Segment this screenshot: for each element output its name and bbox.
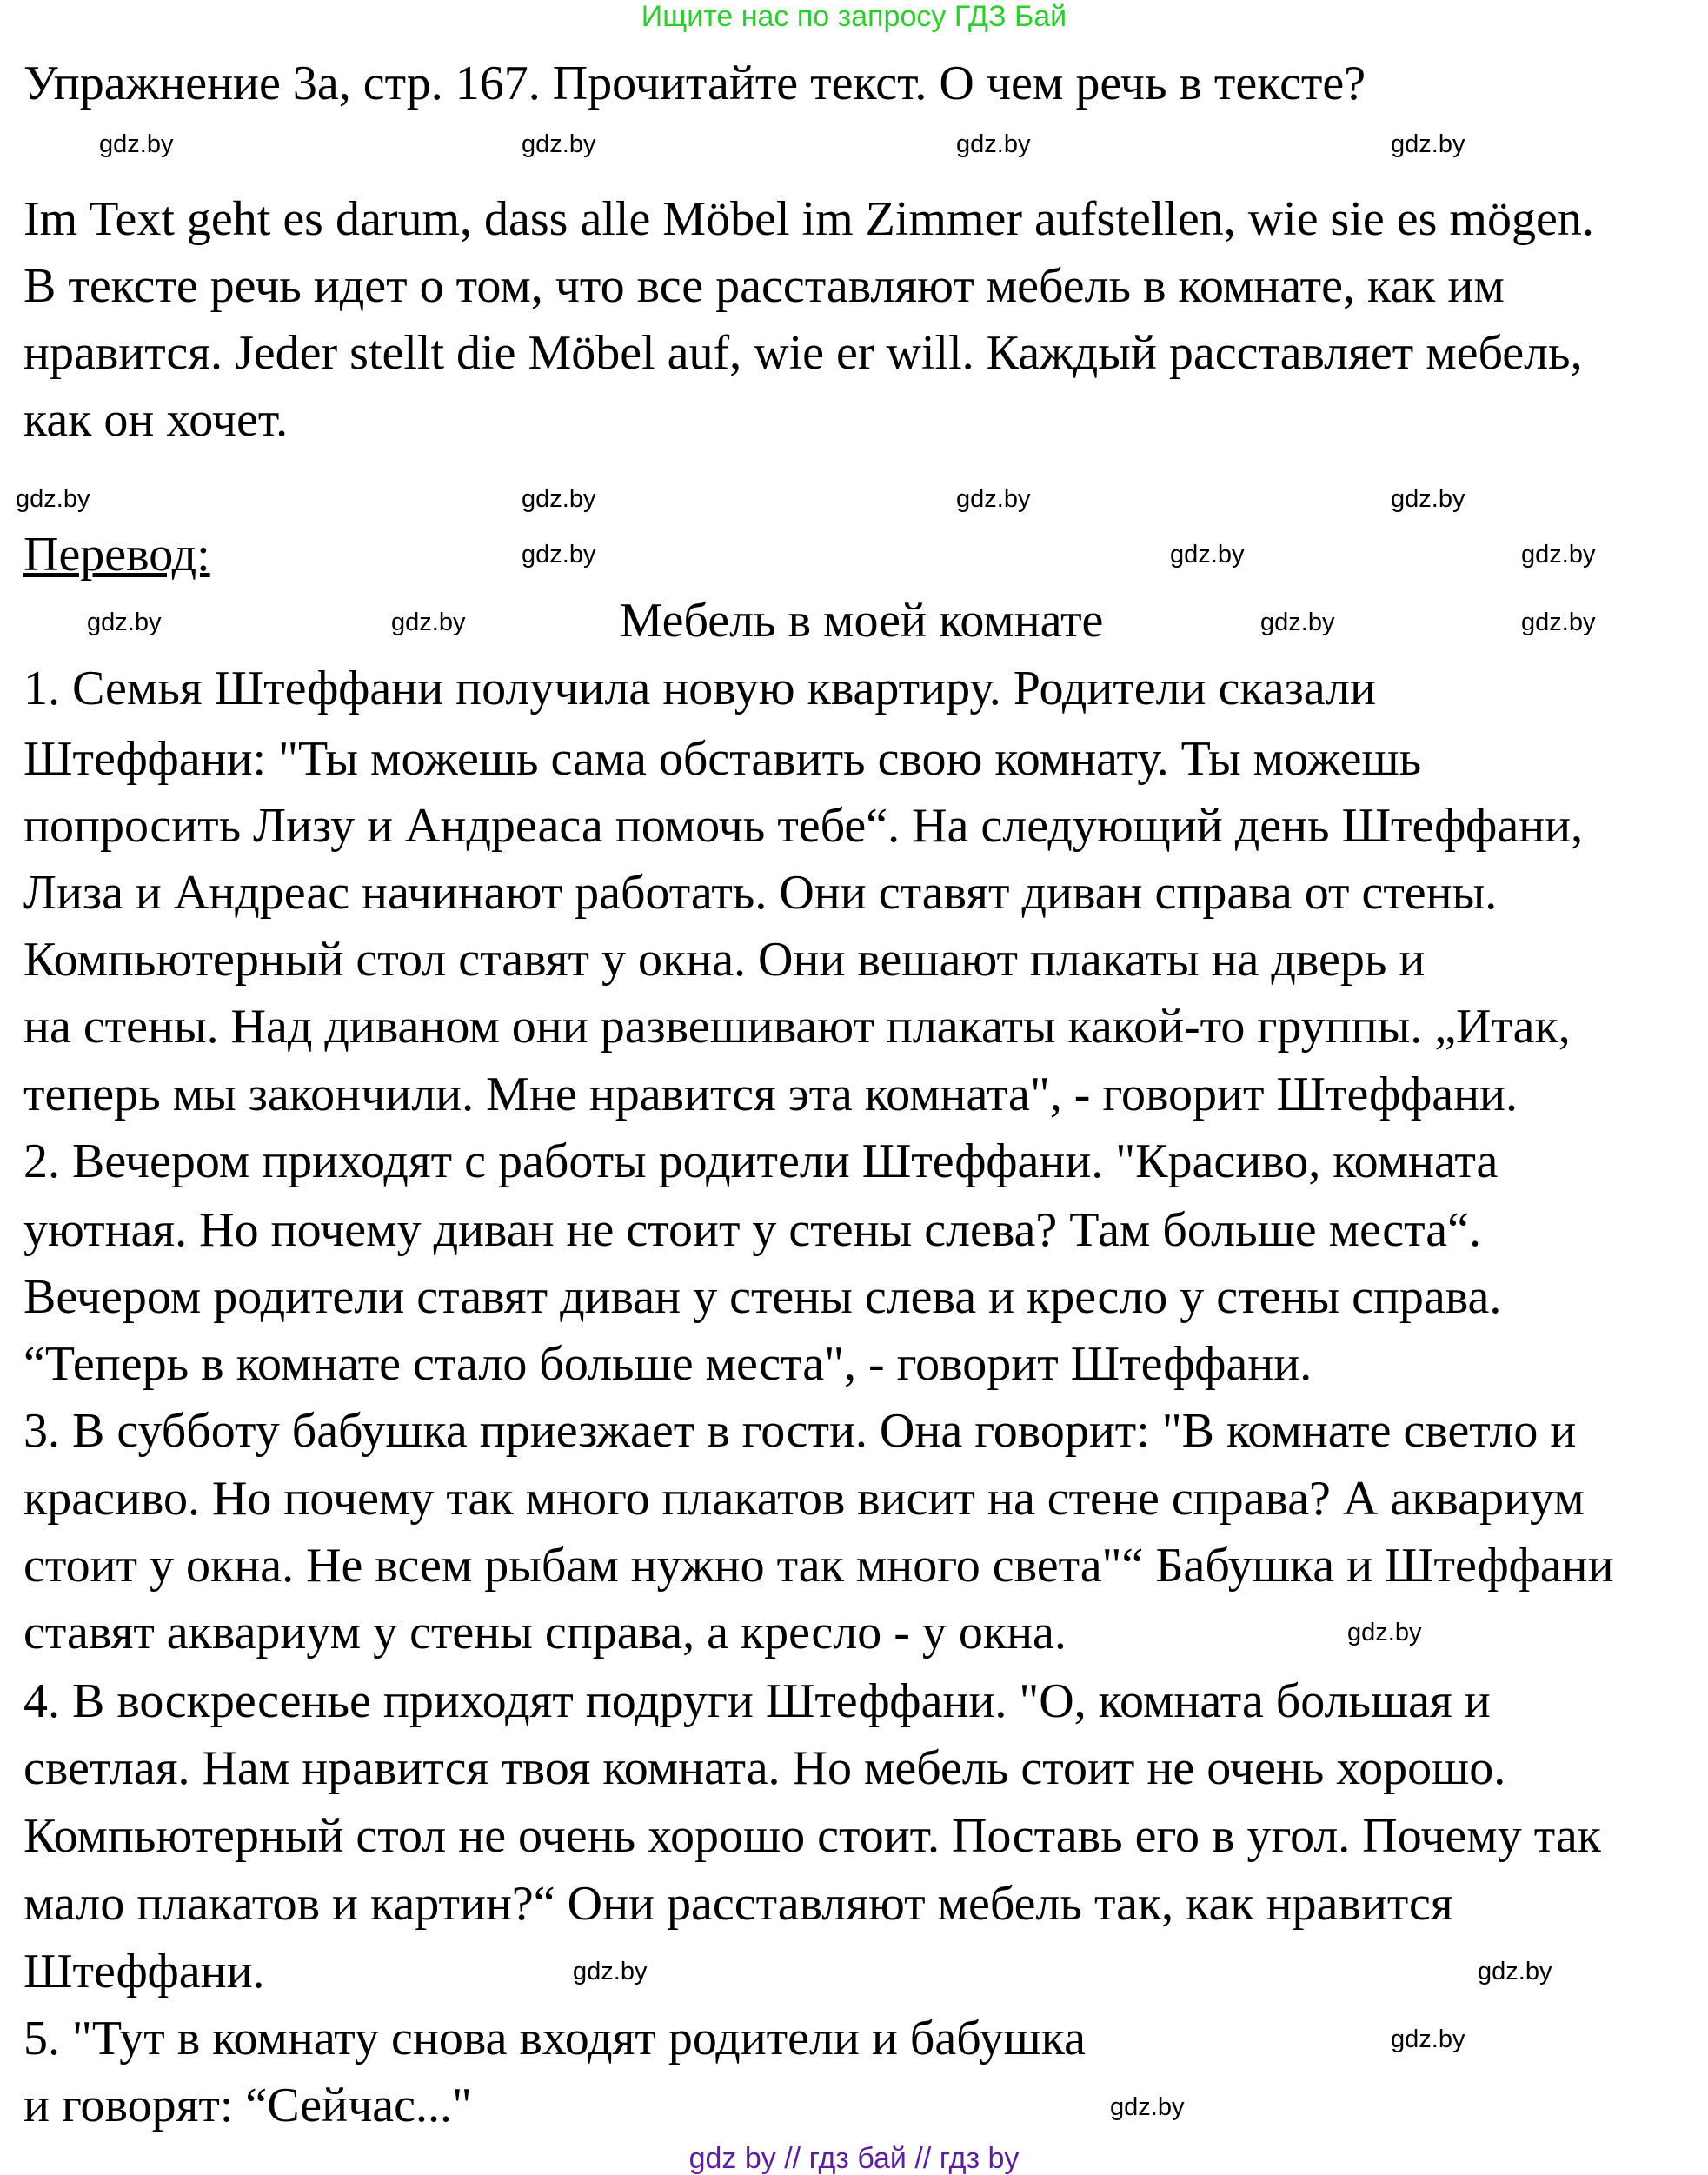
translation-line: Компьютерный стол не очень хорошо стоит. Поставь его в угол. Почему так [23,1809,1601,1863]
translation-line: Лиза и Андреас начинают работать. Они ставят диван справа от стены. [23,866,1498,920]
watermark: gdz.by [522,485,596,513]
translation-line: Компьютерный стол ставят у окна. Они вешают плакаты на дверь и [23,933,1426,987]
translation-line: Вечером родители ставят диван у стены слева и кресло у стены справа. [23,1270,1502,1324]
watermark: gdz.by [573,1958,648,1985]
translation-title: Мебель в моей комнате [619,594,1104,648]
watermark: gdz.by [391,609,466,636]
watermark: gdz.by [1391,130,1465,158]
answer-line: нравится. Jeder stellt die Möbel auf, wie er will. Каждый расставляет мебель, [23,326,1583,380]
translation-line: “Теперь в комнате стало больше места", - говорит Штеффани. [23,1337,1313,1391]
watermark: gdz.by [87,609,162,636]
translation-line: 3. В субботу бабушка приезжает в гости. Она говорит: "В комнате светло и [23,1404,1577,1458]
translation-label: Перевод: [23,528,210,582]
answer-line: В тексте речь идет о том, что все расставляют мебель в комнате, как им [23,259,1505,313]
watermark: gdz.by [1521,541,1596,569]
translation-line: стоит у окна. Не всем рыбам нужно так много света"“ Бабушка и Штеффани [23,1539,1614,1593]
translation-line: Штеффани. [23,1945,265,1999]
exercise-title: Упражнение 3а, стр. 167. Прочитайте текст. О чем речь в тексте? [23,57,1366,110]
translation-line: красиво. Но почему так много плакатов висит на стене справа? А аквариум [23,1472,1585,1526]
watermark: gdz.by [956,485,1031,513]
answer-line: Im Text geht es darum, dass alle Möbel im Zimmer aufstellen, wie sie es mögen. [23,192,1594,246]
watermark: gdz.by [522,541,596,569]
footer-separator: // [784,2142,801,2175]
watermark: gdz.by [1478,1958,1552,1985]
watermark: gdz.by [1347,1619,1422,1646]
watermark: gdz.by [1521,609,1596,636]
watermark: gdz.by [16,485,90,513]
footer-separator: // [914,2142,932,2175]
watermark: gdz.by [1170,541,1245,569]
translation-line: теперь мы закончили. Мне нравится эта комната", - говорит Штеффани. [23,1068,1519,1121]
footer-link-gdz-by-cyr[interactable]: гдз by [939,2142,1020,2175]
watermark: gdz.by [1110,2093,1185,2121]
translation-line: попросить Лизу и Андреаса помочь тебе“. На следующий день Штеффани, [23,799,1584,853]
watermark: gdz.by [1391,2025,1465,2053]
footer-link-gdz-bai[interactable]: гдз бай [808,2142,907,2175]
translation-line: Штеффани: "Ты можешь сама обставить свою комнату. Ты можешь [23,732,1422,786]
watermark: gdz.by [1391,485,1465,513]
translation-line: и говорят: “Сейчас..." [23,2079,472,2132]
answer-line: как он хочет. [23,393,289,447]
translation-line: мало плакатов и картин?“ Они расставляют мебель так, как нравится [23,1877,1453,1931]
translation-line: уютная. Но почему диван не стоит у стены слева? Там больше места“. [23,1203,1481,1257]
translation-line: ставят аквариум у стены справа, а кресло - у окна. [23,1606,1067,1660]
watermark: gdz.by [1260,609,1335,636]
translation-line: светлая. Нам нравится твоя комната. Но мебель стоит не очень хорошо. [23,1741,1506,1795]
translation-line: 4. В воскресенье приходят подруги Штеффани. "О, комната большая и [23,1674,1491,1728]
translation-line: 1. Семья Штеффани получила новую квартиру. Родители сказали [23,662,1377,715]
footer-link-gdz-by[interactable]: gdz by [688,2142,776,2175]
search-banner: Ищите нас по запросу ГДЗ Бай [641,0,1067,33]
watermark: gdz.by [956,130,1031,158]
translation-line: 2. Вечером приходят с работы родители Штеффани. "Красиво, комната [23,1134,1499,1188]
watermark: gdz.by [99,130,174,158]
translation-line: 5. "Тут в комнату снова входят родители и бабушка [23,2012,1086,2065]
watermark: gdz.by [522,130,596,158]
footer-links [0,2144,1708,2173]
translation-line: на стены. Над диваном они развешивают плакаты какой-то группы. „Итак, [23,1000,1571,1054]
